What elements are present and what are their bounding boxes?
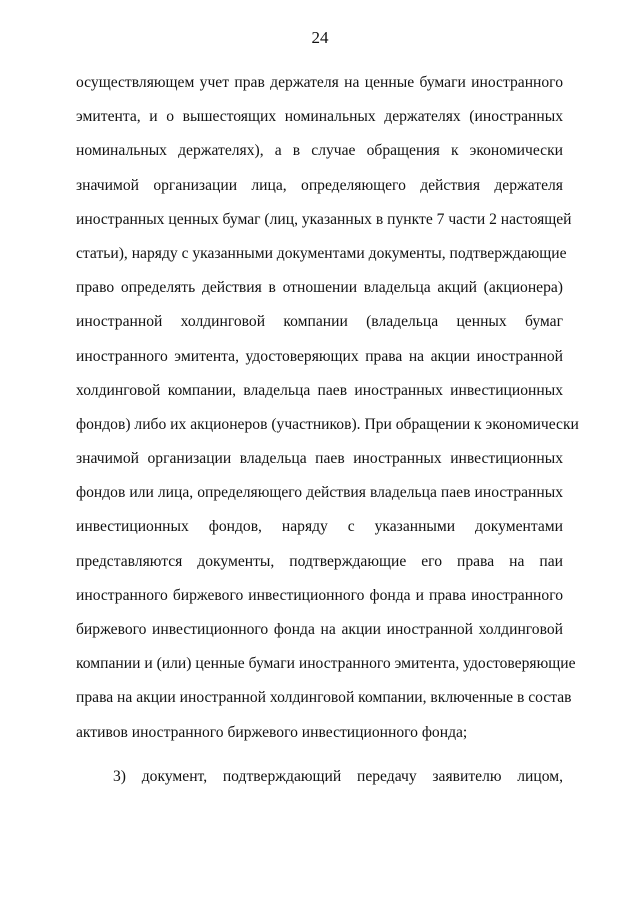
text-line: права на акции иностранной холдинговой компании, включенные в состав <box>76 689 572 707</box>
text-line: 3) документ, подтверждающий передачу заявителю лицом, <box>113 767 563 785</box>
text-line: номинальных держателях), а в случае обращения к экономически <box>76 142 563 160</box>
text-line: право определять действия в отношении владельца акций (акционера) <box>76 279 563 297</box>
text-line: иностранного эмитента, удостоверяющих права на акции иностранной <box>76 347 563 365</box>
text-line: иностранной холдинговой компании (владельца ценных бумаг <box>76 313 563 331</box>
text-line: значимой организации лица, определяющего действия держателя <box>76 176 563 194</box>
body-text <box>76 66 579 794</box>
text-line: инвестиционных фондов, наряду с указанными документами <box>76 518 563 536</box>
text-line: холдинговой компании, владельца паев иностранных инвестиционных <box>76 381 563 399</box>
paragraph-2 <box>76 760 563 794</box>
paragraph-1 <box>76 66 579 750</box>
text-line: иностранных ценных бумаг (лиц, указанных в пункте 7 части 2 настоящей <box>76 210 572 228</box>
text-line: биржевого инвестиционного фонда на акции иностранной холдинговой <box>76 621 563 638</box>
text-line: активов иностранного биржевого инвестиционного фонда; <box>76 723 468 741</box>
text-line: компании и (или) ценные бумаги иностранного эмитента, удостоверяющие <box>76 655 576 673</box>
text-line: осуществляющем учет прав держателя на ценные бумаги иностранного <box>76 74 563 91</box>
text-line: значимой организации владельца паев иностранных инвестиционных <box>76 450 563 468</box>
page-number: 24 <box>311 28 329 47</box>
paragraph-spacer <box>76 750 563 760</box>
text-line: статьи), наряду с указанными документами документы, подтверждающие <box>76 244 567 262</box>
text-line: эмитента, и о вышестоящих номинальных держателях (иностранных <box>76 108 563 126</box>
text-line: фондов или лица, определяющего действия владельца паев иностранных <box>76 484 563 502</box>
text-line: иностранного биржевого инвестиционного фонда и права иностранного <box>76 586 563 604</box>
text-line: фондов) либо их акционеров (участников). При обращении к экономически <box>76 415 579 433</box>
text-line: представляются документы, подтверждающие его права на паи <box>76 552 563 570</box>
